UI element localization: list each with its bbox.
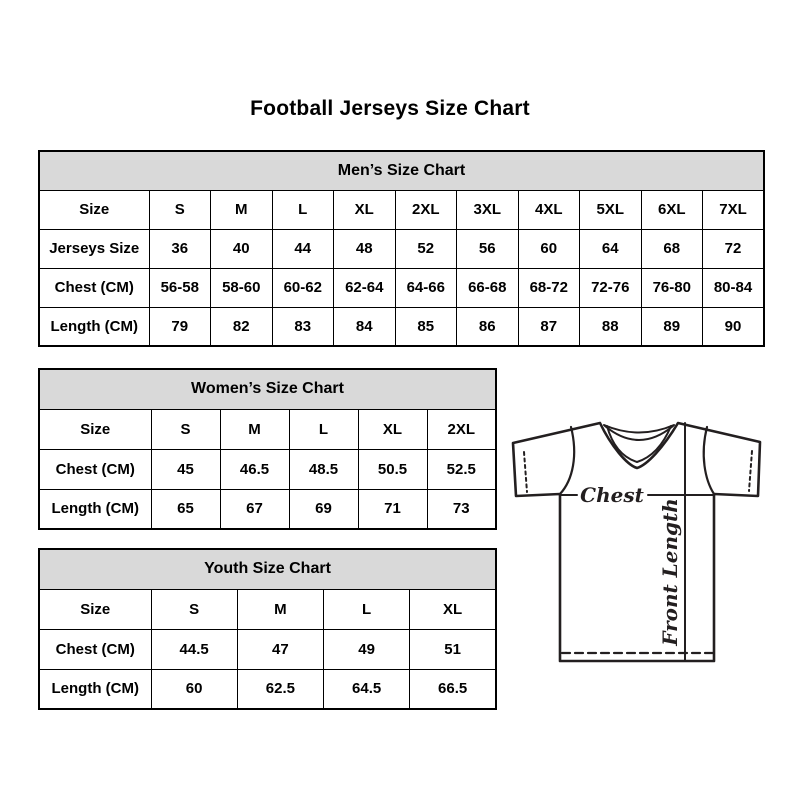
table-title: Youth Size Chart: [39, 549, 496, 589]
cell-value: 71: [358, 489, 427, 529]
cell-value: 89: [641, 307, 703, 346]
youth-size-table: [38, 548, 497, 710]
left-sleeve-seam: [560, 427, 574, 494]
table-title: Women’s Size Chart: [39, 369, 496, 409]
cell-value: 46.5: [220, 449, 289, 489]
row-label: Chest (CM): [39, 268, 149, 307]
cell-value: 60: [151, 669, 237, 709]
right-cuff-dashed-line: [749, 451, 752, 491]
cell-value: XL: [410, 589, 496, 629]
cell-value: XL: [334, 190, 396, 229]
cell-value: 36: [149, 229, 211, 268]
cell-value: 79: [149, 307, 211, 346]
row-label: Size: [39, 589, 151, 629]
cell-value: XL: [358, 409, 427, 449]
cell-value: 44: [272, 229, 334, 268]
table-row: [39, 409, 496, 449]
cell-value: 48: [334, 229, 396, 268]
table-row: [39, 190, 764, 229]
cell-value: 7XL: [703, 190, 765, 229]
table-row: [39, 629, 496, 669]
cell-value: S: [149, 190, 211, 229]
cell-value: L: [324, 589, 410, 629]
cell-value: 50.5: [358, 449, 427, 489]
cell-value: 5XL: [580, 190, 642, 229]
table-row: [39, 307, 764, 346]
mens-size-table: [38, 150, 765, 347]
cell-value: 64-66: [395, 268, 457, 307]
row-label: Length (CM): [39, 669, 151, 709]
cell-value: M: [237, 589, 323, 629]
row-label: Length (CM): [39, 307, 149, 346]
cell-value: 83: [272, 307, 334, 346]
chest-label: Chest: [580, 483, 644, 507]
cell-value: 80-84: [703, 268, 765, 307]
cell-value: 66.5: [410, 669, 496, 709]
cell-value: S: [151, 589, 237, 629]
page-title: Football Jerseys Size Chart: [250, 97, 530, 120]
cell-value: 4XL: [518, 190, 580, 229]
cell-value: 66-68: [457, 268, 519, 307]
cell-value: 68: [641, 229, 703, 268]
cell-value: 87: [518, 307, 580, 346]
cell-value: L: [272, 190, 334, 229]
cell-value: 6XL: [641, 190, 703, 229]
cell-value: 49: [324, 629, 410, 669]
table-title: Men’s Size Chart: [39, 151, 764, 190]
cell-value: 85: [395, 307, 457, 346]
cell-value: 65: [151, 489, 220, 529]
cell-value: 56: [457, 229, 519, 268]
cell-value: 2XL: [427, 409, 496, 449]
row-label: Length (CM): [39, 489, 151, 529]
row-label: Size: [39, 409, 151, 449]
cell-value: 72-76: [580, 268, 642, 307]
right-sleeve-seam: [704, 427, 714, 494]
cell-value: 72: [703, 229, 765, 268]
cell-value: 58-60: [211, 268, 273, 307]
cell-value: M: [220, 409, 289, 449]
cell-value: 64: [580, 229, 642, 268]
cell-value: 44.5: [151, 629, 237, 669]
jersey-body-outline: [513, 423, 760, 661]
cell-value: 56-58: [149, 268, 211, 307]
left-cuff-dashed-line: [524, 452, 527, 492]
cell-value: 60-62: [272, 268, 334, 307]
cell-value: 62.5: [237, 669, 323, 709]
cell-value: 62-64: [334, 268, 396, 307]
table-row: [39, 589, 496, 629]
cell-value: 2XL: [395, 190, 457, 229]
cell-value: 51: [410, 629, 496, 669]
cell-value: 45: [151, 449, 220, 489]
cell-value: 52.5: [427, 449, 496, 489]
table-row: [39, 449, 496, 489]
cell-value: 88: [580, 307, 642, 346]
cell-value: 40: [211, 229, 273, 268]
cell-value: 48.5: [289, 449, 358, 489]
cell-value: 64.5: [324, 669, 410, 709]
cell-value: L: [289, 409, 358, 449]
cell-value: 68-72: [518, 268, 580, 307]
row-label: Chest (CM): [39, 629, 151, 669]
cell-value: 76-80: [641, 268, 703, 307]
cell-value: 82: [211, 307, 273, 346]
table-row: [39, 229, 764, 268]
cell-value: 86: [457, 307, 519, 346]
front-length-label: Front Length: [658, 498, 682, 646]
cell-value: 90: [703, 307, 765, 346]
cell-value: 84: [334, 307, 396, 346]
cell-value: 69: [289, 489, 358, 529]
womens-size-table: [38, 368, 497, 530]
jersey-outline-drawing: [505, 410, 775, 680]
collar-band-arc-1: [604, 425, 674, 433]
cell-value: M: [211, 190, 273, 229]
table-row: [39, 268, 764, 307]
collar-inner-v: [607, 426, 671, 462]
cell-value: 47: [237, 629, 323, 669]
table-row: [39, 669, 496, 709]
cell-value: S: [151, 409, 220, 449]
cell-value: 60: [518, 229, 580, 268]
jersey-measurement-diagram: [505, 410, 775, 680]
table-row: [39, 489, 496, 529]
cell-value: 3XL: [457, 190, 519, 229]
cell-value: 67: [220, 489, 289, 529]
cell-value: 52: [395, 229, 457, 268]
row-label: Chest (CM): [39, 449, 151, 489]
row-label: Jerseys Size: [39, 229, 149, 268]
row-label: Size: [39, 190, 149, 229]
cell-value: 73: [427, 489, 496, 529]
